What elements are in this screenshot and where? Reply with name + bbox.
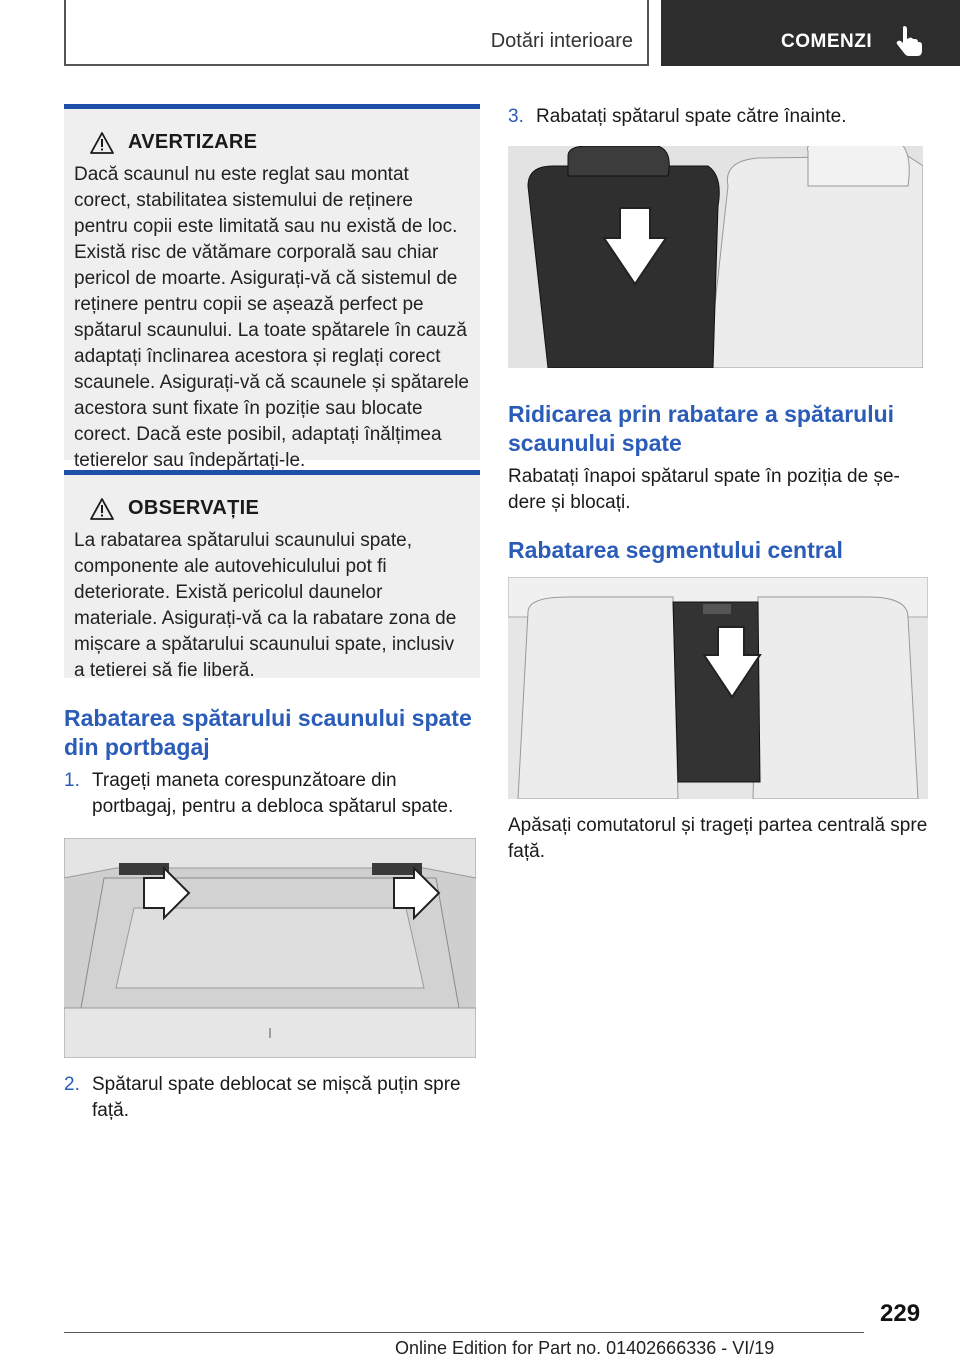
section-text-raise-backrest: Rabatați înapoi spătarul spate în poziția de ședere și blocați.: [508, 466, 900, 513]
step-text: Rabatați spătarul spate către înainte.: [536, 106, 847, 127]
notice-text: La rabatarea spătarului scaunului spate, componente ale autovehiculului pot fi deteriorate. Există pericolul daunelor materiale. Asigurați-vă ca la rabatare zona de mișcare a spătarului scaunului spate, inclusiv a tetierei să fie liberă.: [74, 530, 457, 681]
warning-triangle-icon: [90, 132, 114, 154]
step-number: 2.: [64, 1074, 80, 1095]
notice-box: [64, 470, 480, 681]
pointing-hand-icon: [893, 24, 923, 56]
notice-triangle-icon: [90, 498, 114, 520]
header-chapter-title: COMENZI: [781, 31, 873, 52]
list-item: [508, 104, 928, 130]
header-section-title: Dotări interioare: [490, 30, 633, 52]
header-chapter-tab[interactable]: [661, 0, 960, 66]
step-number: 3.: [508, 106, 524, 127]
section-title-center-segment: Rabatarea segmentului central: [508, 537, 843, 563]
section-title-trunk-folding: Rabatarea spătarului scaunului spate din portbagaj: [64, 705, 472, 760]
page-number: 229: [880, 1300, 921, 1327]
list-item: [64, 1072, 480, 1124]
left-column: [64, 104, 480, 1124]
warning-box: [64, 104, 480, 471]
step-text: Spătarul spate deblocat se mișcă puțin spre față.: [92, 1074, 461, 1121]
warning-title: AVERTIZARE: [128, 131, 258, 153]
section-text-center-segment: Apăsați comutatorul și trageți partea centrală spre față.: [508, 815, 928, 862]
center-segment-illustration: [508, 577, 928, 799]
header-section-tab: [64, 0, 649, 66]
right-column: [508, 104, 928, 865]
step-number: 1.: [64, 770, 80, 791]
step-text: Trageți maneta corespunzătoare din portbagaj, pentru a debloca spătarul spate.: [92, 770, 454, 817]
trunk-release-illustration: [64, 838, 476, 1058]
footer-divider: [64, 1332, 864, 1333]
warning-text: Dacă scaunul nu este reglat sau montat corect, stabilitatea sistemului de reținere pentru copii este limitată sau nu există de loc. Există risc de vătămare corporală sau chiar pericol de moarte. Asigurați-vă că sistemul de reținere pentru copii se așează perfect pe spătarul scaunului. La toate spătarele în cauză adaptați înclinarea acestora și reglați corect scaunele. Asigurați-vă că scaunele și spătarele acestora sunt fixate în poziție sau blocate corect. Dacă este posibil, adaptați înălțimea tetierelor sau îndepărtați-le.: [74, 164, 470, 471]
section-title-raise-backrest: Ridicarea prin rabatare a spătarului scaunului spate: [508, 401, 895, 456]
edition-footer: Online Edition for Part no. 01402666336 - VI/19: [395, 1338, 775, 1358]
rear-seat-fold-illustration: [508, 146, 923, 368]
notice-title: OBSERVAȚIE: [128, 497, 260, 519]
list-item: [64, 768, 480, 820]
